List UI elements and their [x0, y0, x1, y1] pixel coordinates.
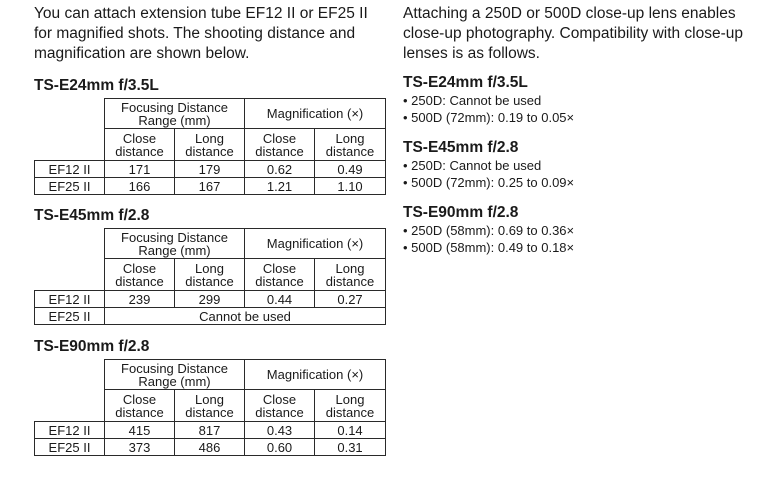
- closeup-section-ts-e24: [403, 74, 763, 126]
- fd-long-header: Long distance: [175, 259, 245, 291]
- magnification-header: Magnification (×): [245, 99, 386, 129]
- closeup-title-ts-e45: TS-E45mm f/2.8: [403, 139, 519, 156]
- focusing-distance-header: Focusing Distance Range (mm): [105, 229, 245, 259]
- extension-table-ts-e45: [34, 228, 386, 325]
- closeup-section-ts-e90: [403, 204, 763, 256]
- focusing-distance-header: Focusing Distance Range (mm): [105, 99, 245, 129]
- list-item: • 500D (72mm): 0.19 to 0.05×: [403, 109, 763, 126]
- mag-close-header: Close distance: [245, 129, 315, 161]
- table-corner: [35, 129, 105, 161]
- tube-label: EF12 II: [35, 291, 105, 308]
- table-row: [35, 291, 386, 308]
- fd-long-header: Long distance: [175, 390, 245, 422]
- table-row: [35, 308, 386, 325]
- lens-title-ts-e24: TS-E24mm f/3.5L: [34, 77, 159, 94]
- mag-close-value: 0.44: [245, 291, 315, 308]
- mag-long-value: 0.14: [315, 422, 386, 439]
- focusing-distance-header: Focusing Distance Range (mm): [105, 360, 245, 390]
- closeup-lens-intro: Attaching a 250D or 500D close-up lens enables close-up photography. Compatibility with close-up lenses is as follows.: [403, 5, 744, 62]
- fd-long-value: 486: [175, 439, 245, 456]
- list-item: • 250D: Cannot be used: [403, 157, 763, 174]
- mag-long-value: 0.27: [315, 291, 386, 308]
- closeup-title-ts-e24: TS-E24mm f/3.5L: [403, 74, 528, 91]
- list-item: • 500D (72mm): 0.25 to 0.09×: [403, 174, 763, 191]
- magnification-header: Magnification (×): [245, 229, 386, 259]
- tube-label: EF25 II: [35, 439, 105, 456]
- fd-close-header: Close distance: [105, 390, 175, 422]
- mag-close-header: Close distance: [245, 390, 315, 422]
- table-corner: [35, 229, 105, 259]
- closeup-section-ts-e45: [403, 139, 763, 191]
- lens-title-ts-e90: TS-E90mm f/2.8: [34, 338, 150, 355]
- table-corner: [35, 259, 105, 291]
- table-corner: [35, 360, 105, 390]
- mag-close-value: 0.62: [245, 161, 315, 178]
- mag-long-value: 0.31: [315, 439, 386, 456]
- fd-close-value: 415: [105, 422, 175, 439]
- mag-close-value: 0.60: [245, 439, 315, 456]
- fd-long-value: 167: [175, 178, 245, 195]
- mag-close-value: 0.43: [245, 422, 315, 439]
- mag-close-value: 1.21: [245, 178, 315, 195]
- list-item: • 500D (58mm): 0.49 to 0.18×: [403, 239, 763, 256]
- extension-table-ts-e90: [34, 359, 386, 456]
- extension-tube-intro: You can attach extension tube EF12 II or EF25 II for magnified shots. The shooting distance and magnification are shown below.: [34, 5, 368, 62]
- fd-long-value: 179: [175, 161, 245, 178]
- fd-long-value: 817: [175, 422, 245, 439]
- fd-close-header: Close distance: [105, 129, 175, 161]
- mag-close-header: Close distance: [245, 259, 315, 291]
- list-item: • 250D: Cannot be used: [403, 92, 763, 109]
- fd-close-header: Close distance: [105, 259, 175, 291]
- list-item: • 250D (58mm): 0.69 to 0.36×: [403, 222, 763, 239]
- fd-close-value: 239: [105, 291, 175, 308]
- tube-label: EF12 II: [35, 161, 105, 178]
- table-corner: [35, 390, 105, 422]
- tube-label: EF25 II: [35, 178, 105, 195]
- fd-close-value: 171: [105, 161, 175, 178]
- table-row: [35, 422, 386, 439]
- fd-long-value: 299: [175, 291, 245, 308]
- fd-close-value: 373: [105, 439, 175, 456]
- fd-long-header: Long distance: [175, 129, 245, 161]
- closeup-title-ts-e90: TS-E90mm f/2.8: [403, 204, 519, 221]
- mag-long-header: Long distance: [315, 390, 386, 422]
- fd-close-value: 166: [105, 178, 175, 195]
- tube-label: EF25 II: [35, 308, 105, 325]
- table-row: [35, 439, 386, 456]
- table-row: [35, 178, 386, 195]
- table-corner: [35, 99, 105, 129]
- table-row: [35, 161, 386, 178]
- mag-long-value: 0.49: [315, 161, 386, 178]
- lens-title-ts-e45: TS-E45mm f/2.8: [34, 207, 150, 224]
- magnification-header: Magnification (×): [245, 360, 386, 390]
- mag-long-header: Long distance: [315, 129, 386, 161]
- mag-long-value: 1.10: [315, 178, 386, 195]
- extension-table-ts-e24: [34, 98, 386, 195]
- mag-long-header: Long distance: [315, 259, 386, 291]
- cannot-be-used-note: Cannot be used: [105, 308, 386, 325]
- tube-label: EF12 II: [35, 422, 105, 439]
